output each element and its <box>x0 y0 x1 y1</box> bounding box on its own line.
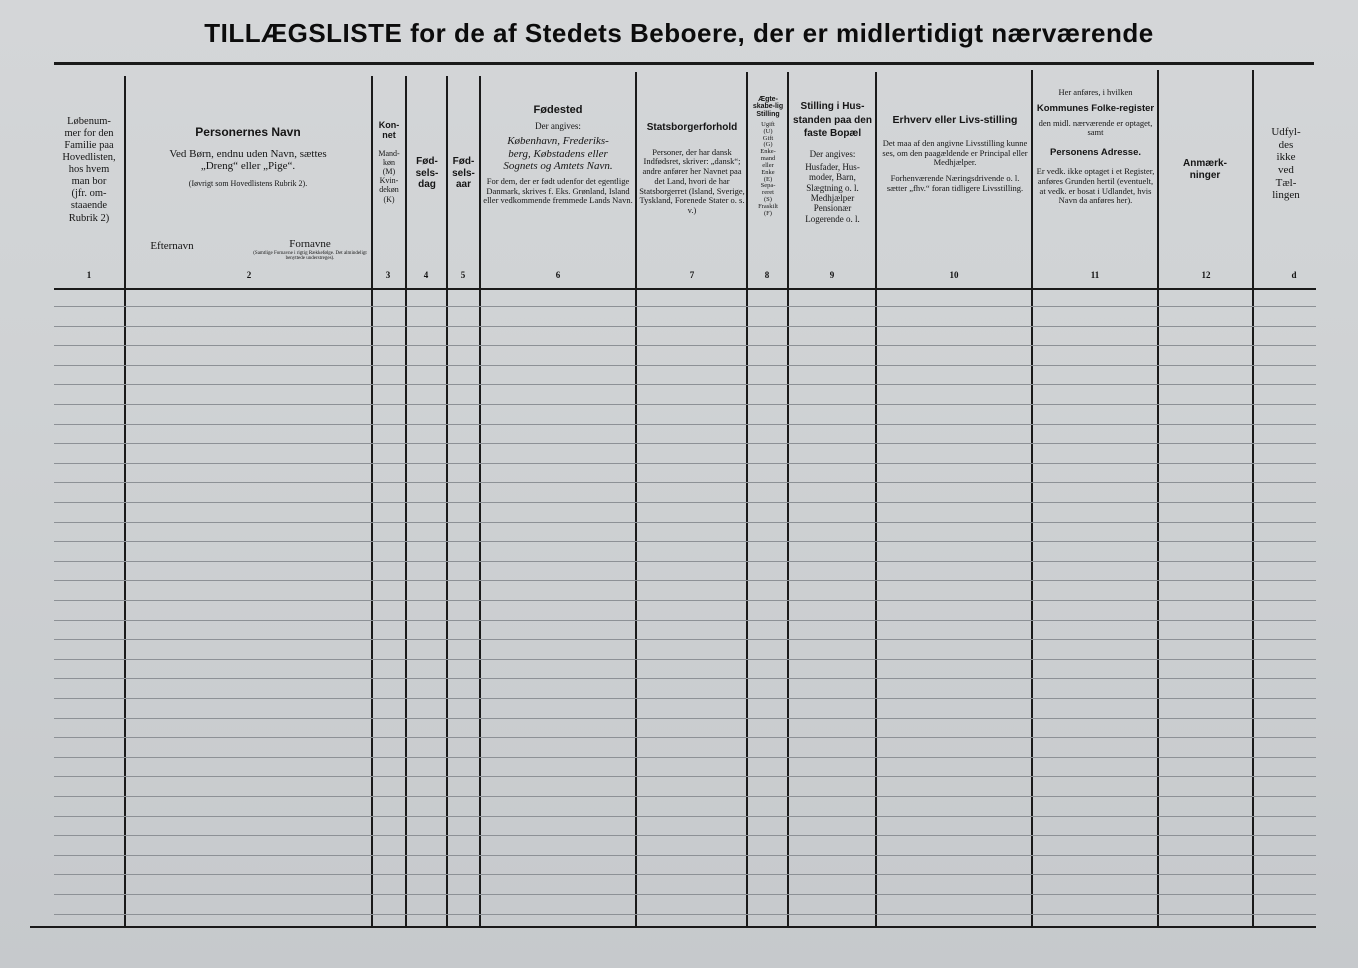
entry-row-line <box>54 384 1316 385</box>
header-line: (G) <box>763 141 773 149</box>
entry-row-line <box>54 698 1316 699</box>
entry-row-line <box>54 561 1316 562</box>
column-heading: Fød-sels-aar <box>452 156 475 190</box>
column-number: d <box>1291 270 1297 280</box>
header-line: Enke <box>761 168 775 176</box>
entry-row-line <box>54 365 1316 366</box>
column-number: 6 <box>555 270 561 280</box>
header-line: eller <box>762 161 774 169</box>
col-divider <box>635 72 637 926</box>
column-heading: Stilling i Hus-standen paa den faste Bopæl <box>793 101 872 139</box>
col-8-header <box>749 96 787 217</box>
column-heading: Erhverv eller Livs-stilling <box>892 114 1018 126</box>
entry-row-line <box>54 600 1316 601</box>
col-2-header <box>128 126 368 188</box>
header-line: Løbenum- <box>67 116 111 127</box>
col-divider <box>746 72 748 926</box>
column-heading-2: Personens Adresse. <box>1050 147 1141 159</box>
entry-row-line <box>54 502 1316 503</box>
header-note: For dem, der er født udenfor det egentlige Danmark, skrives f. Eks. Grønland, Island eller vedkommende fremmede Lands Navn. <box>483 175 633 206</box>
entry-row-line <box>54 541 1316 542</box>
entry-row-line <box>54 443 1316 444</box>
top-rule <box>54 62 1314 65</box>
entry-row-line <box>54 678 1316 679</box>
surname-subheading <box>132 240 212 253</box>
column-number: 5 <box>460 270 466 280</box>
column-number: 11 <box>1090 270 1100 280</box>
header-sub: Der angives: <box>535 120 581 131</box>
column-heading: Fød-sels-dag <box>415 156 439 190</box>
header-line: (E) <box>763 175 773 183</box>
entry-row-line <box>54 580 1316 581</box>
header-line: man bor <box>71 176 107 188</box>
entry-row-line <box>54 404 1316 405</box>
header-sub: Der angives: <box>809 148 856 159</box>
column-number: 7 <box>689 270 695 280</box>
header-line: Slægtning o. l. <box>806 182 859 193</box>
header-line: (jfr. om- <box>71 188 107 200</box>
header-line: Tæl- <box>1275 176 1297 189</box>
header-note: Er vedk. ikke optaget i et Register, anføres Grunden hertil (eventuelt, at vedk. er bosat i Udlandet, hvis Navn da anføres her). <box>1036 166 1155 206</box>
col-10-header <box>880 112 1030 194</box>
header-line: Medhjælper <box>810 192 855 203</box>
col-5-header <box>448 156 479 191</box>
entry-row-line <box>54 894 1316 895</box>
entry-row-line <box>54 463 1316 464</box>
header-line: (S) <box>764 195 772 203</box>
entry-row-line <box>54 306 1316 307</box>
entry-row-line <box>54 835 1316 836</box>
header-line: ved <box>1278 163 1294 176</box>
header-line: (K) <box>383 194 395 204</box>
header-note: (Iøvrigt som Hovedlistens Rubrik 2). <box>188 179 308 189</box>
col-11-header <box>1034 88 1157 206</box>
header-line: Enke- <box>760 148 776 156</box>
entry-row-line <box>54 914 1316 915</box>
column-number: 1 <box>86 270 92 280</box>
header-line: Sepa- <box>760 182 776 190</box>
header-mid: den midl. nærværende er optaget, samt <box>1038 117 1153 138</box>
entry-row-line <box>54 659 1316 660</box>
entry-row-line <box>54 855 1316 856</box>
column-heading: Fødested <box>533 104 583 116</box>
form-title: TILLÆGSLISTE for de af Stedets Beboere, der er midlertidigt nærværende <box>204 18 1154 48</box>
entry-row-line <box>54 639 1316 640</box>
surname-label: Efternavn <box>150 240 194 252</box>
column-number: 3 <box>385 270 391 280</box>
column-number: 10 <box>949 270 959 280</box>
header-line: Gift <box>762 134 774 142</box>
header-line: berg, Købstadens eller <box>508 147 608 160</box>
entry-row-line <box>54 796 1316 797</box>
header-line: reret <box>762 189 774 197</box>
col-1-header <box>54 116 124 225</box>
given-names-label: Fornavne <box>289 238 331 250</box>
column-heading: Kommunes Folke-register <box>1036 102 1155 114</box>
header-line: Fraskilt <box>758 202 778 210</box>
column-heading: Statsborgerforhold <box>646 122 738 133</box>
header-line: ikke <box>1276 151 1296 164</box>
column-heading: Ægte-skabe-lig Stilling <box>752 96 784 118</box>
entry-row-line <box>54 718 1316 719</box>
col-divider <box>875 72 877 926</box>
col-12-header <box>1170 158 1240 181</box>
column-number: 12 <box>1201 270 1211 280</box>
header-line: Mand- <box>378 148 400 158</box>
header-line: mer for den <box>64 128 114 140</box>
col-divider <box>1157 70 1159 926</box>
header-note: „Dreng“ eller „Pige“. <box>200 160 296 173</box>
col-7-header <box>638 122 746 216</box>
header-line: (M) <box>382 167 396 177</box>
header-line: moder, Barn, <box>809 172 856 183</box>
header-rule <box>54 288 1316 290</box>
column-heading: Kon-net <box>378 120 400 141</box>
column-number: 8 <box>764 270 770 280</box>
header-line: Kvin- <box>379 176 399 186</box>
col-3-header <box>373 120 405 204</box>
column-heading: Personernes Navn <box>195 125 301 139</box>
entry-row-line <box>54 345 1316 346</box>
col-6-header <box>482 104 634 206</box>
entry-row-line <box>54 737 1316 738</box>
col-divider <box>1252 70 1254 926</box>
header-line: des <box>1278 138 1294 151</box>
header-line: Pensionær <box>813 203 852 214</box>
given-names-note: (Samtlige Fornavne i rigtig Rækkefølge. Det almindeligt benyttede understreges). <box>253 250 367 262</box>
header-line: staaende <box>70 200 108 212</box>
header-line: Rubrik 2) <box>68 212 110 224</box>
header-line: Logerende o. l. <box>805 213 860 224</box>
header-line: lingen <box>1272 189 1300 202</box>
header-pre: Her anføres, i hvilken <box>1058 87 1133 97</box>
entry-row-line <box>54 757 1316 758</box>
col-d-header <box>1256 126 1316 202</box>
entry-row-line <box>54 874 1316 875</box>
header-line: mand <box>760 155 776 163</box>
entry-row-line <box>54 816 1316 817</box>
col-divider <box>405 76 407 926</box>
header-line: (F) <box>764 209 772 217</box>
entry-row-line <box>54 620 1316 621</box>
header-line: Hovedlisten, <box>62 152 116 164</box>
header-line: Ugift <box>761 121 775 129</box>
col-divider <box>479 76 481 926</box>
entry-row-line <box>54 776 1316 777</box>
col-4-header <box>408 156 446 191</box>
header-line: køn <box>383 157 395 167</box>
header-line: Sognets og Amtets Navn. <box>503 160 613 173</box>
column-number: 4 <box>423 270 429 280</box>
header-note: Personer, der har dansk Indfødsret, skriver: „dansk“; andre anfører her Navnet paa det Land, hvori de har Statsborgerret (Island, Sverige, Tyskland, Forenede Stater o. s. v.) <box>639 146 745 216</box>
entry-row-line <box>54 326 1316 327</box>
header-line: hos hvem <box>68 164 110 176</box>
column-number: 9 <box>829 270 835 280</box>
entry-row-line <box>54 482 1316 483</box>
header-line: dekøn <box>379 185 399 195</box>
column-heading: Anmærk-ninger <box>1183 158 1227 181</box>
header-note: Ved Børn, endnu uden Navn, sættes <box>169 147 327 160</box>
col-divider <box>787 72 789 926</box>
header-note: Forhenværende Næringsdrivende o. l. sætter „fhv.“ foran tidligere Livsstilling. <box>886 173 1024 193</box>
bottom-rule <box>30 926 1316 928</box>
header-line: Husfader, Hus- <box>805 161 860 172</box>
entry-row-line <box>54 424 1316 425</box>
given-names-subheading <box>250 238 370 262</box>
col-9-header <box>790 100 875 224</box>
header-line: København, Frederiks- <box>507 134 609 147</box>
col-divider <box>446 76 448 926</box>
header-line: Familie paa <box>64 140 114 152</box>
col-divider <box>1031 70 1033 926</box>
col-divider <box>124 76 126 926</box>
entry-row-line <box>54 522 1316 523</box>
header-line: Udfyl- <box>1271 126 1301 138</box>
header-line: (U) <box>763 127 773 135</box>
column-number: 2 <box>246 270 252 280</box>
header-note: Det maa af den angivne Livsstilling kunne ses, om den paagældende er Principal eller Medhjælper. <box>882 137 1028 168</box>
